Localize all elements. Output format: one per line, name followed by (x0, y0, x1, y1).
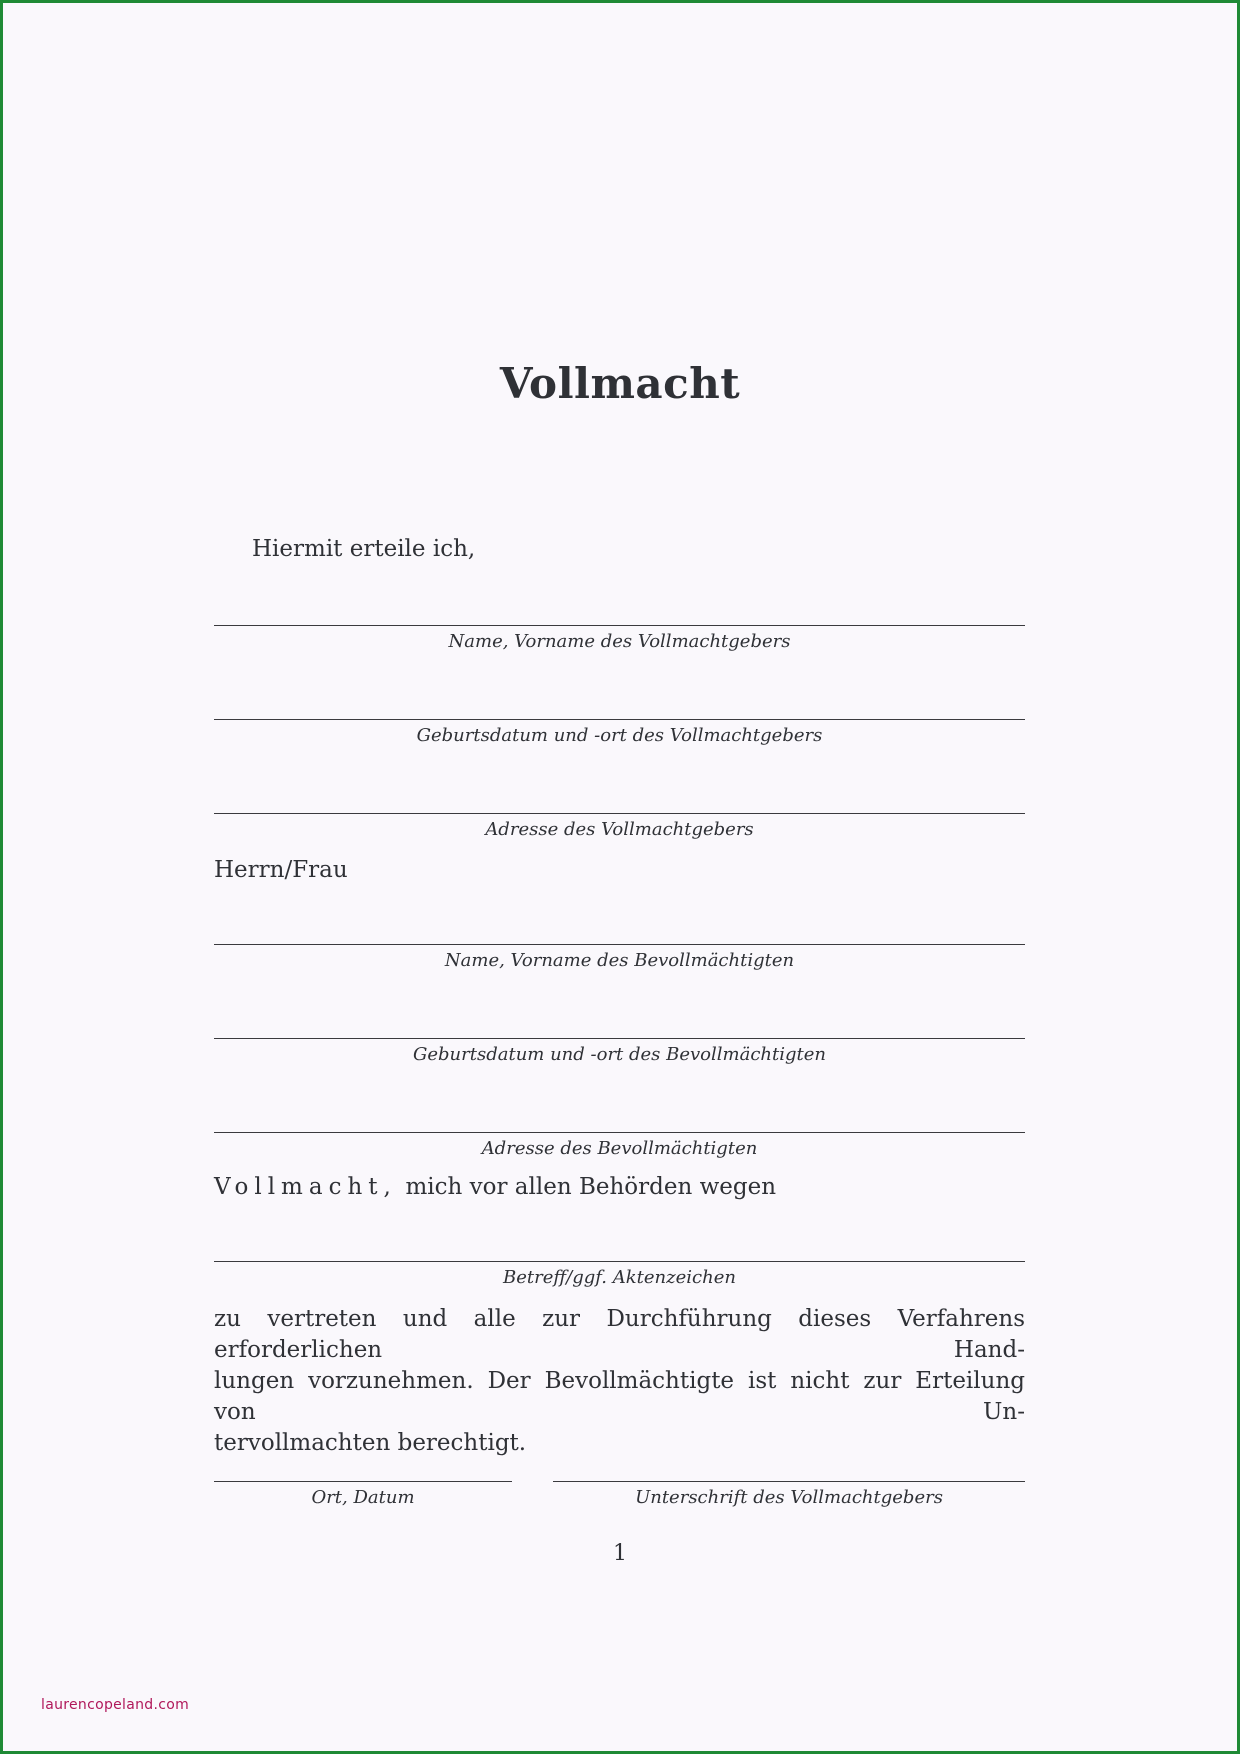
vollmacht-sentence: Vollmacht, mich vor allen Behörden wegen (214, 1174, 777, 1200)
grantor-name-caption: Name, Vorname des Vollmachtgebers (448, 631, 791, 652)
place-date-caption: Ort, Datum (311, 1487, 415, 1508)
subject-line[interactable] (214, 1261, 1025, 1262)
agent-birth-line[interactable] (214, 1038, 1025, 1039)
grantor-birth-line[interactable] (214, 719, 1025, 720)
agent-birth-caption: Geburtsdatum und -ort des Bevollmächtigten (413, 1044, 826, 1065)
grantor-address-caption: Adresse des Vollmachtgebers (485, 819, 754, 840)
agent-address-line[interactable] (214, 1132, 1025, 1133)
subject-caption: Betreff/ggf. Aktenzeichen (503, 1267, 736, 1288)
paragraph-line: zu vertreten und alle zur Durchführung dieses Verfahrens erforderlichen Hand- (214, 1306, 1025, 1363)
agent-name-line[interactable] (214, 944, 1025, 945)
paragraph-line: tervollmachten berechtigt. (214, 1430, 527, 1456)
watermark-text: laurencopeland.com (41, 1697, 190, 1713)
recipient-label: Herrn/Frau (214, 857, 348, 883)
intro-text: Hiermit erteile ich, (252, 536, 476, 562)
vollmacht-sentence-text: mich vor allen Behörden wegen (405, 1174, 777, 1200)
agent-address-caption: Adresse des Bevollmächtigten (481, 1138, 758, 1159)
grantor-birth-caption: Geburtsdatum und -ort des Vollmachtgebers (416, 725, 823, 746)
paragraph-line: lungen vorzunehmen. Der Bevollmächtigte ist nicht zur Erteilung von Un- (214, 1368, 1025, 1425)
grantor-name-line[interactable] (214, 625, 1025, 626)
page-number: 1 (613, 1541, 627, 1566)
signature-caption: Unterschrift des Vollmachtgebers (635, 1487, 943, 1508)
agent-name-caption: Name, Vorname des Bevollmächtigten (444, 950, 795, 971)
document-title: Vollmacht (499, 359, 741, 408)
vollmacht-word: Vollmacht (214, 1174, 384, 1200)
grantor-address-line[interactable] (214, 813, 1025, 814)
authorization-paragraph (214, 1304, 1025, 1459)
signature-line[interactable] (553, 1481, 1025, 1482)
place-date-line[interactable] (214, 1481, 512, 1482)
